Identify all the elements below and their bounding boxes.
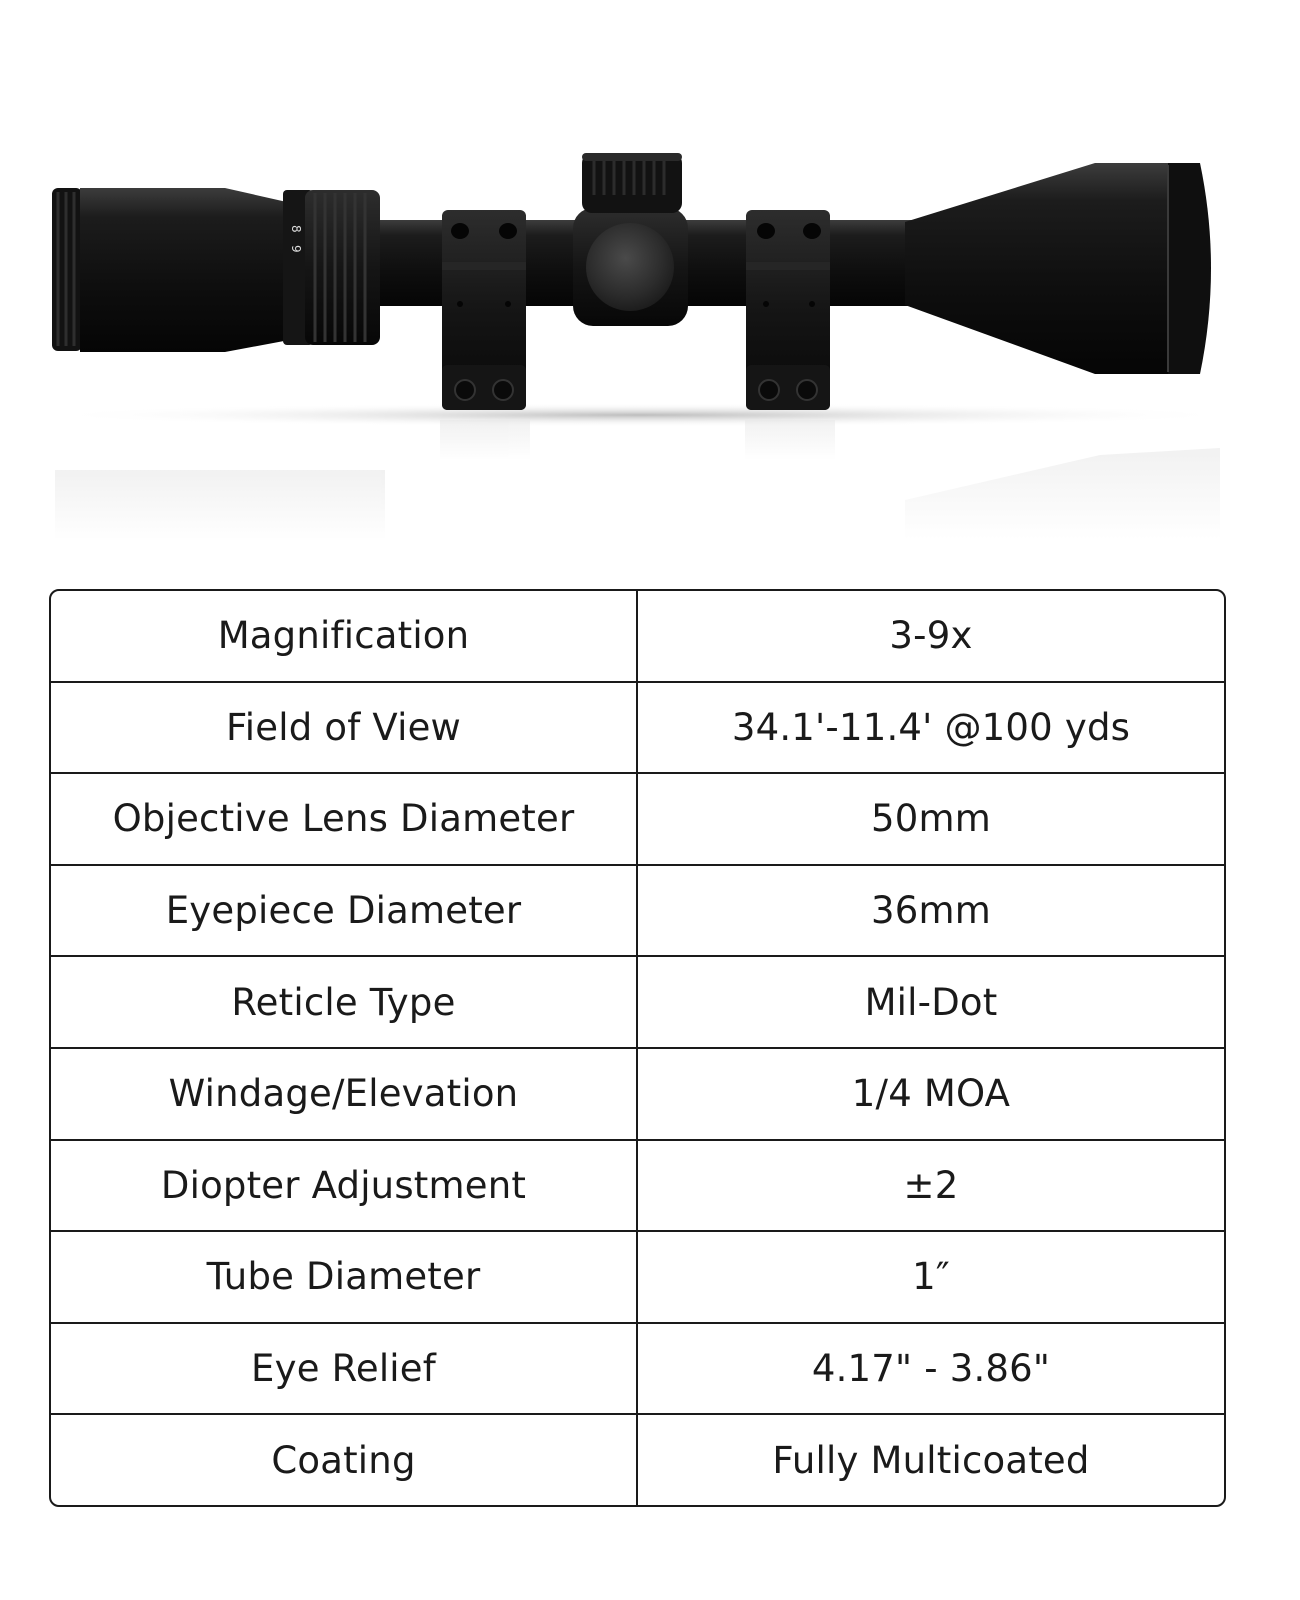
table-row xyxy=(51,955,1224,1047)
rifle-scope-image xyxy=(0,0,1300,570)
table-row xyxy=(51,864,1224,956)
spec-value: 34.1'-11.4' @100 yds xyxy=(731,705,1131,749)
spec-label: Diopter Adjustment xyxy=(51,1141,638,1231)
table-row xyxy=(51,1322,1224,1414)
spec-table xyxy=(49,589,1226,1507)
table-row xyxy=(51,1139,1224,1231)
spec-label: Windage/Elevation xyxy=(51,1049,638,1139)
power-mark-8: 8 xyxy=(289,225,303,233)
spec-label: Field of View xyxy=(51,683,638,773)
table-row xyxy=(51,772,1224,864)
spec-label: Eyepiece Diameter xyxy=(51,866,638,956)
table-row xyxy=(51,1230,1224,1322)
spec-label: Objective Lens Diameter xyxy=(51,774,638,864)
spec-value: Mil-Dot xyxy=(864,980,998,1024)
spec-value: 36mm xyxy=(871,889,991,933)
table-row xyxy=(51,1047,1224,1139)
spec-label: Coating xyxy=(51,1415,638,1505)
spec-label: Eye Relief xyxy=(51,1324,638,1414)
spec-value: 50mm xyxy=(871,797,991,841)
spec-label: Magnification xyxy=(51,591,638,681)
table-row xyxy=(51,681,1224,773)
scope-reflection xyxy=(55,420,1220,540)
spec-label: Tube Diameter xyxy=(51,1232,638,1322)
table-row xyxy=(51,1413,1224,1505)
spec-value: 1″ xyxy=(912,1255,950,1299)
spec-value: Fully Multicoated xyxy=(772,1438,1090,1482)
spec-label: Reticle Type xyxy=(51,957,638,1047)
table-row xyxy=(51,591,1224,681)
power-mark-9: 9 xyxy=(289,245,303,253)
spec-value: ±2 xyxy=(903,1163,959,1207)
spec-value: 1/4 MOA xyxy=(851,1072,1011,1116)
spec-value: 3-9x xyxy=(889,614,973,658)
spec-value: 4.17" - 3.86" xyxy=(811,1347,1051,1391)
